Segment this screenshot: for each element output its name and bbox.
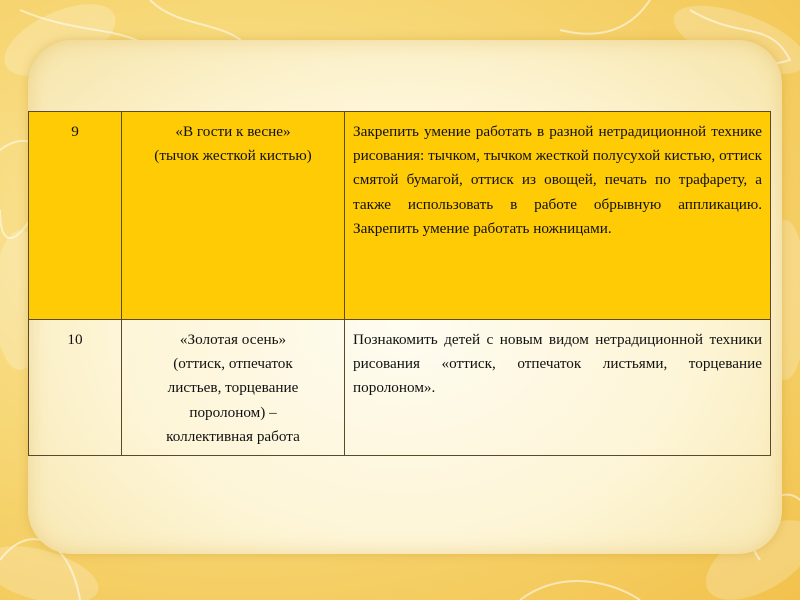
lesson-table [28,111,771,456]
lesson-description: Познакомить детей с новым видом нетрадиционной техники рисования «оттиск, отпечаток листьями, торцевание поролоном». [345,320,771,456]
lesson-number: 10 [29,320,122,456]
table-row [29,320,771,456]
lesson-title-line: «В гости к весне» [175,123,291,140]
lesson-number: 9 [29,112,122,320]
lesson-title [122,320,345,456]
lesson-title-line: коллективная работа [166,427,300,445]
lesson-title [122,112,345,320]
lesson-title-line: (оттиск, отпечаток [173,355,293,373]
lesson-title-line: поролоном) – [189,403,277,421]
lesson-title-line: листьев, торцевание [167,379,299,397]
lesson-description: Закрепить умение работать в разной нетрадиционной технике рисования: тычком, тычком жесткой полусухой кистью, оттиск смятой бумагой, оттиск из овощей, печать по трафарету, а также использовать в работе обрывную аппликацию. Закрепить умение работать ножницами. [345,112,771,320]
table-row [29,112,771,320]
lesson-title-line: «Золотая осень» [179,331,287,348]
lesson-title-line: (тычок жесткой кистью) [154,147,312,165]
